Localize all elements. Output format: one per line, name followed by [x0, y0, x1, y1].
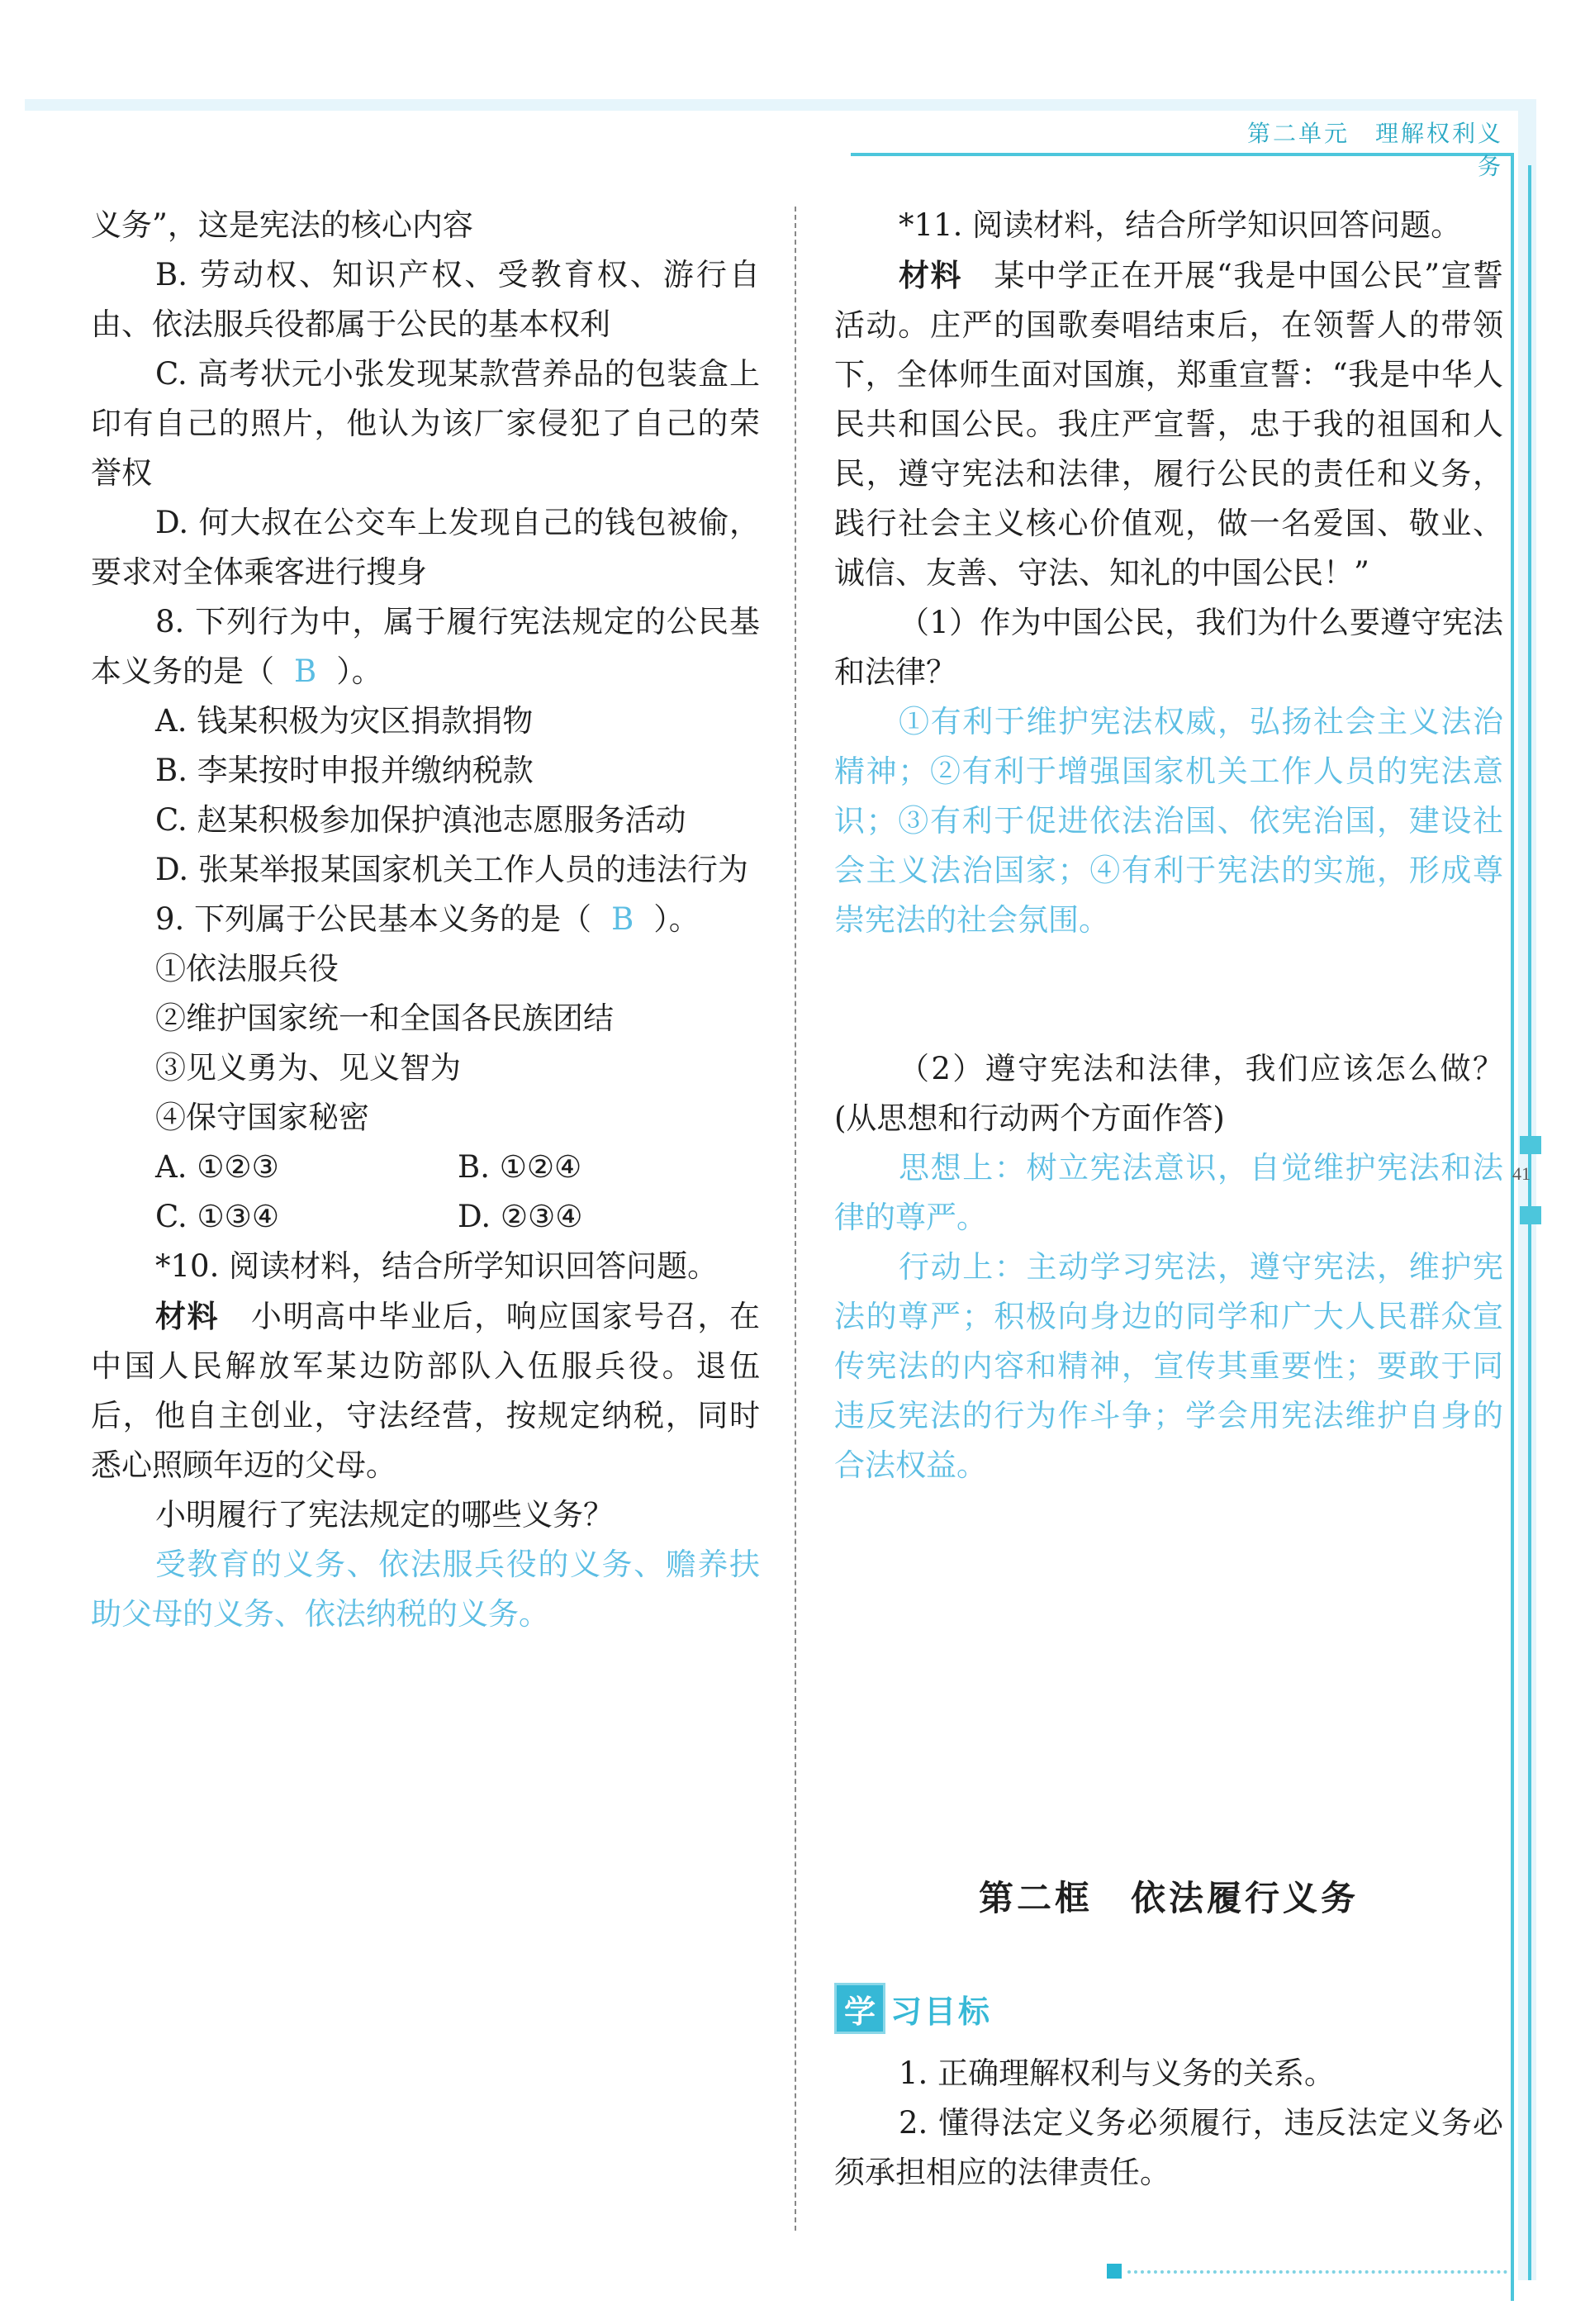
- q10-answer: 受教育的义务、依法服兵役的义务、赡养扶助父母的义务、依法纳税的义务。: [91, 1547, 760, 1632]
- left-column: [91, 201, 760, 1639]
- q11-part-2-answer-2: 行动上：主动学习宪法，遵守宪法，维护宪法的尊严；积极向身边的同学和广大人民群众宣传宪法的内容和精神，宣传其重要性；要敢于同违反宪法的行为作斗争；学会用宪法维护自身的合法权益。: [834, 1249, 1503, 1483]
- q9-item-1: ①依法服兵役: [155, 951, 339, 986]
- page-frame-right: [1518, 99, 1536, 2280]
- learning-goals-badge: 学: [834, 1983, 885, 2034]
- page-number: 41: [1512, 1163, 1531, 1184]
- question-11: *11. 阅读材料，结合所学知识回答问题。: [899, 207, 1462, 243]
- q9-answer: B: [611, 901, 634, 937]
- q7-option-b: B. 劳动权、知识产权、受教育权、游行自由、依法服兵役都属于公民的基本权利: [91, 257, 760, 342]
- q11-part-1: （1）作为中国公民，我们为什么要遵守宪法和法律？: [834, 605, 1503, 690]
- answer-space: [834, 995, 1503, 1044]
- q9-options-row-2: [91, 1192, 760, 1242]
- learning-goals-label: 习目标: [890, 1993, 993, 2030]
- q9-item-4: ④保守国家秘密: [155, 1100, 369, 1135]
- q9-option-d: D. ②③④: [458, 1199, 583, 1234]
- question-9: 9. 下列属于公民基本义务的是（ B ）。: [155, 901, 700, 937]
- margin-rule: [1511, 153, 1514, 2301]
- q8-option-c: C. 赵某积极参加保护滇池志愿服务活动: [155, 802, 686, 838]
- section-title: 第二框 依法履行义务: [978, 1878, 1359, 1918]
- learning-goals-heading: [834, 1983, 992, 2034]
- q7-option-c: C. 高考状元小张发现某款营养品的包装盒上印有自己的照片，他认为该厂家侵犯了自己的荣誉权: [91, 356, 760, 491]
- q9-option-a: A. ①②③: [155, 1149, 279, 1185]
- q7-option-d: D. 何大叔在公交车上发现自己的钱包被偷，要求对全体乘客进行搜身: [91, 505, 760, 590]
- page-frame-top: [25, 99, 1536, 111]
- page-tab-bottom: [1520, 1206, 1541, 1224]
- answer-space: [834, 945, 1503, 995]
- learning-goals: [834, 2049, 1503, 2198]
- q9-item-3: ③见义勇为、见义智为: [155, 1050, 461, 1086]
- q10-material: 材料 小明高中毕业后，响应国家号召，在中国人民解放军某边防部队入伍服兵役。退伍后，他自主创业，守法经营，按规定纳税，同时悉心照顾年迈的父母。: [91, 1298, 761, 1483]
- q10-material-label: 材料: [155, 1298, 220, 1334]
- question-10: *10. 阅读材料，结合所学知识回答问题。: [155, 1248, 719, 1284]
- q9-option-c: C. ①③④: [155, 1199, 280, 1234]
- column-divider: [795, 207, 796, 2231]
- right-column: [834, 201, 1503, 1490]
- q11-material: 材料 某中学正在开展“我是中国公民”宣誓活动。庄严的国歌奏唱结束后，在领誓人的带领下，全体师生面对国旗，郑重宣誓：“我是中华人民共和国公民。我庄严宣誓，忠于我的祖国和人民，遵守宪法和法律，履行公民的责任和义务，践行社会主义核心价值观，做一名爱国、敬业、诚信、友善、守法、知礼的中国公民！”: [834, 257, 1503, 591]
- q9-option-b: B. ①②④: [458, 1149, 582, 1185]
- goal-1: 1. 正确理解权利与义务的关系。: [899, 2055, 1336, 2091]
- page-tab-top: [1520, 1136, 1541, 1154]
- q11-part-2-answer-1: 思想上：树立宪法意识，自觉维护宪法和法律的尊严。: [834, 1150, 1503, 1235]
- q9-item-2: ②维护国家统一和全国各民族团结: [155, 1000, 614, 1036]
- q10-ask: 小明履行了宪法规定的哪些义务？: [155, 1497, 614, 1533]
- q11-material-label: 材料: [899, 257, 962, 293]
- q9-options-row-1: [91, 1143, 760, 1192]
- q8-answer: B: [294, 653, 317, 689]
- q11-part-1-answer: ①有利于维护宪法权威，弘扬社会主义法治精神；②有利于增强国家机关工作人员的宪法意识；③有利于促进依法治国、依宪治国，建设社会主义法治国家；④有利于宪法的实施，形成尊崇宪法的社会氛围。: [834, 704, 1503, 938]
- text-continuation: 义务”，这是宪法的核心内容: [91, 207, 473, 243]
- q8-option-d: D. 张某举报某国家机关工作人员的违法行为: [155, 852, 748, 887]
- question-8: 8. 下列行为中，属于履行宪法规定的公民基本义务的是（ B ）。: [91, 604, 760, 689]
- q11-part-2: （2）遵守宪法和法律，我们应该怎么做？(从思想和行动两个方面作答): [834, 1051, 1503, 1136]
- footer-dotted-line: [1127, 2270, 1507, 2274]
- q8-option-a: A. 钱某积极为灾区捐款捐物: [155, 703, 534, 739]
- running-header: 第二单元 理解权利义务: [1246, 120, 1503, 180]
- goal-2: 2. 懂得法定义务必须履行，违反法定义务必须承担相应的法律责任。: [834, 2105, 1503, 2190]
- corner-square: [1107, 2264, 1122, 2279]
- q8-option-b: B. 李某按时申报并缴纳税款: [155, 753, 534, 788]
